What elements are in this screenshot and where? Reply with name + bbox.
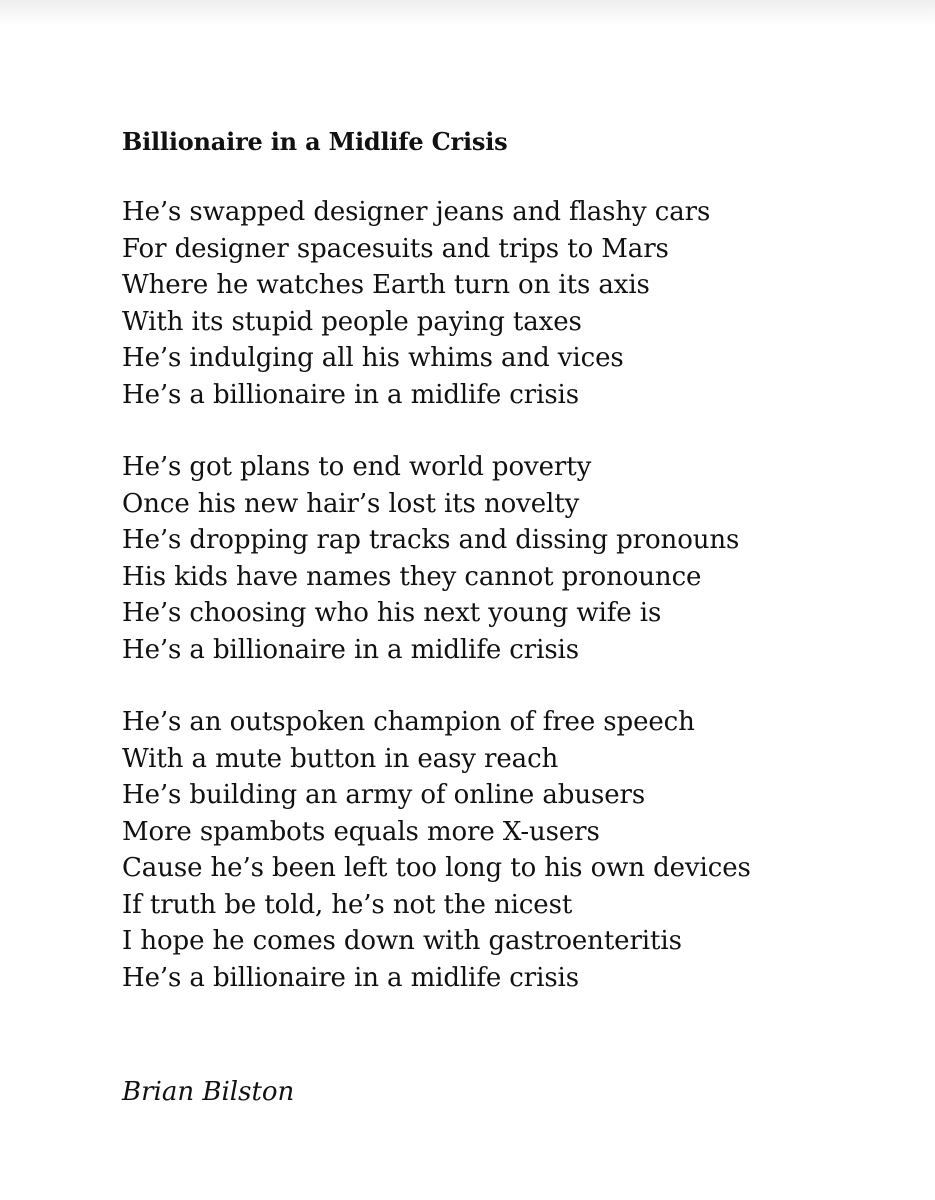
poem-line: For designer spacesuits and trips to Mars — [122, 233, 669, 264]
poem-page — [122, 124, 902, 996]
poem-line: With a mute button in easy reach — [122, 743, 559, 774]
poem-line: He’s dropping rap tracks and dissing pronouns — [122, 525, 740, 555]
poem-line: Once his new hair’s lost its novelty — [122, 488, 580, 519]
poem-line: He’s got plans to end world poverty — [122, 452, 592, 482]
stanza-3 — [122, 704, 902, 996]
top-shadow — [0, 0, 935, 26]
stanza-1 — [122, 194, 902, 413]
poem-line: His kids have names they cannot pronounce — [122, 561, 702, 592]
poem-line: I hope he comes down with gastroenteritis — [122, 926, 682, 956]
poem-line: He’s choosing who his next young wife is — [122, 598, 662, 628]
poem-line: He’s an outspoken champion of free speech — [122, 707, 695, 737]
poem-line: He’s indulging all his whims and vices — [122, 343, 624, 373]
poem-line: He’s swapped designer jeans and flashy cars — [122, 197, 711, 227]
poem-line: He’s a billionaire in a midlife crisis — [122, 379, 580, 410]
poem-line: He’s a billionaire in a midlife crisis — [122, 634, 580, 665]
stanza-2 — [122, 449, 902, 668]
poem-line: More spambots equals more X-users — [122, 816, 600, 847]
poem-line: If truth be told, he’s not the nicest — [122, 889, 573, 920]
poem-line: Where he watches Earth turn on its axis — [122, 270, 650, 300]
poem-line: With its stupid people paying taxes — [122, 306, 582, 337]
poem-line: Cause he’s been left too long to his own devices — [122, 853, 751, 883]
poem-line: He’s a billionaire in a midlife crisis — [122, 962, 580, 993]
author-signature: Brian Bilston — [122, 1077, 295, 1107]
poem-line: He’s building an army of online abusers — [122, 780, 646, 810]
poem-title: Billionaire in a Midlife Crisis — [122, 127, 508, 156]
